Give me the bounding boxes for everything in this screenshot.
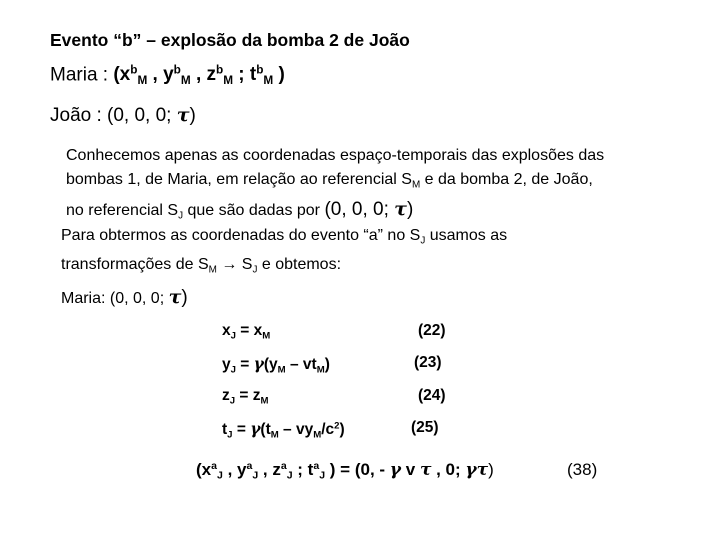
- equation-22: $x_J = x_M$: [222, 322, 271, 342]
- tau-symbol: τ: [419, 460, 432, 480]
- maria-result-line: Maria: (0, 0, 0; τ): [61, 286, 188, 308]
- equation-24: $z_J = z_M$: [222, 387, 269, 407]
- equation-number: (22): [418, 322, 446, 339]
- final-result-equation: ($x^a_J$ , $y^a_J$ , $z^a_J$ ; $t^a_J$ ) = (0, - γ v τ , 0; γτ): [196, 460, 494, 482]
- tau-symbol: τ: [476, 460, 489, 480]
- gamma-symbol: γ: [250, 419, 261, 438]
- tau-symbol: τ: [176, 104, 190, 126]
- gamma-symbol: γ: [389, 460, 402, 480]
- maria-label: Maria :: [50, 64, 114, 86]
- gamma-symbol: γ: [465, 460, 477, 480]
- paragraph-known-coordinates: Conhecemos apenas as coordenadas espaço-temporais das explosões das bombas 1, de Maria, em relação ao referencial $S_M$ e da bomba 2, de João, no referencial $S_J$ que são dadas por (0, 0, 0; τ): [66, 147, 605, 222]
- equation-number: (38): [567, 460, 598, 479]
- tau-symbol: τ: [168, 286, 182, 308]
- maria-coordinates-line: [50, 64, 285, 88]
- equation-number: (24): [418, 387, 446, 404]
- equation-number: (25): [411, 419, 439, 436]
- equation-25: $t_J = \gamma(t_M - vy_M/c^2)$: [222, 419, 345, 441]
- maria-coordinates: ($x^b_M$ , $y^b_M$ , $z^b_M$ ; $t^b_M$ ): [113, 64, 285, 88]
- joao-coordinates-line: João : (0, 0, 0; τ): [50, 104, 196, 126]
- equation-number: (23): [414, 354, 442, 371]
- tau-symbol: τ: [394, 198, 407, 221]
- gamma-symbol: γ: [253, 354, 264, 373]
- equation-23: $y_J = \gamma(y_M - vt_M)$: [222, 354, 330, 376]
- page-title: Evento “b” – explosão da bomba 2 de João: [50, 30, 410, 50]
- paragraph-transformations: Para obtermos as coordenadas do evento “a” no $S_J$ usamos as transformações de $S_M \to S_J$ e obtemos:: [61, 227, 508, 276]
